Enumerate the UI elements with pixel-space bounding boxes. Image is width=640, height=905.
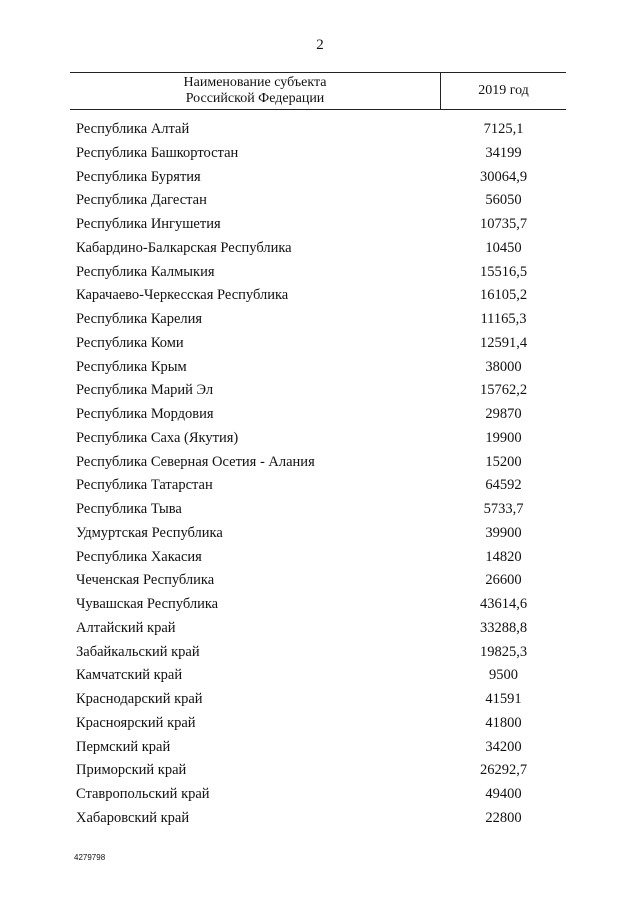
region-value: 15200 xyxy=(485,453,522,470)
region-name: Краснодарский край xyxy=(76,691,203,707)
region-value: 9500 xyxy=(489,667,518,684)
document-code: 4279798 xyxy=(74,853,106,862)
region-value: 33288,8 xyxy=(479,619,528,636)
table-row xyxy=(0,451,640,475)
table-body xyxy=(0,118,640,831)
region-value: 15516,5 xyxy=(479,263,528,280)
region-name: Республика Карелия xyxy=(76,311,203,327)
table-row xyxy=(0,189,640,213)
region-name: Приморский край xyxy=(76,762,187,779)
region-value: 10450 xyxy=(485,239,522,256)
region-value: 16105,2 xyxy=(479,287,528,304)
header-name-line1: Наименование субъекта xyxy=(183,75,327,90)
table-row xyxy=(0,118,640,142)
table-row xyxy=(0,522,640,546)
table-row xyxy=(0,617,640,641)
region-value: 19900 xyxy=(485,429,522,446)
table-row xyxy=(0,166,640,190)
table-row xyxy=(0,474,640,498)
region-name: Чувашская Республика xyxy=(76,596,219,612)
region-value: 39900 xyxy=(485,524,522,541)
region-name: Хабаровский край xyxy=(76,809,190,826)
region-name: Республика Хакасия xyxy=(76,548,202,565)
region-name: Республика Дагестан xyxy=(76,192,207,209)
region-value: 41800 xyxy=(485,714,522,731)
region-name: Республика Мордовия xyxy=(76,406,214,422)
table-row xyxy=(0,213,640,237)
region-value: 43614,6 xyxy=(479,596,528,612)
table-row xyxy=(0,379,640,403)
region-name: Чеченская Республика xyxy=(76,572,215,589)
table-header xyxy=(70,72,566,110)
region-value: 15762,2 xyxy=(479,382,528,399)
table-row xyxy=(0,688,640,712)
region-name: Республика Бурятия xyxy=(76,168,201,185)
region-value: 30064,9 xyxy=(479,168,528,185)
region-value: 7125,1 xyxy=(483,121,524,137)
region-value: 12591,4 xyxy=(479,334,528,351)
table-row xyxy=(0,736,640,760)
region-value: 29870 xyxy=(485,406,522,422)
table-row xyxy=(0,356,640,380)
header-name-column xyxy=(70,75,440,107)
table-row xyxy=(0,142,640,166)
table-row xyxy=(0,332,640,356)
region-value: 19825,3 xyxy=(479,643,528,660)
table-row xyxy=(0,546,640,570)
region-value: 64592 xyxy=(485,477,522,494)
table-row xyxy=(0,712,640,736)
region-value: 22800 xyxy=(485,809,522,826)
table-row xyxy=(0,593,640,617)
region-value: 56050 xyxy=(485,192,522,209)
region-value: 34199 xyxy=(485,144,522,161)
region-value: 49400 xyxy=(485,786,522,802)
region-value: 34200 xyxy=(485,738,522,755)
region-value: 41591 xyxy=(485,691,522,707)
table-row xyxy=(0,783,640,807)
region-name: Пермский край xyxy=(76,738,171,755)
region-name: Алтайский край xyxy=(76,619,176,636)
table-row xyxy=(0,641,640,665)
region-name: Республика Тыва xyxy=(76,501,182,517)
region-name: Республика Северная Осетия - Алания xyxy=(76,453,315,470)
region-value: 5733,7 xyxy=(483,501,524,517)
table-row xyxy=(0,807,640,831)
table-row xyxy=(0,759,640,783)
region-name: Карачаево-Черкесская Республика xyxy=(76,287,289,304)
region-value: 14820 xyxy=(485,548,522,565)
table-row xyxy=(0,498,640,522)
region-name: Республика Крым xyxy=(76,358,187,375)
region-name: Республика Коми xyxy=(76,334,184,351)
table-row xyxy=(0,261,640,285)
region-name: Кабардино-Балкарская Республика xyxy=(76,239,292,256)
region-value: 26292,7 xyxy=(479,762,528,779)
region-name: Ставропольский край xyxy=(76,786,210,802)
table-row xyxy=(0,284,640,308)
table-row xyxy=(0,403,640,427)
region-name: Красноярский край xyxy=(76,714,196,731)
page-number: 2 xyxy=(316,37,324,53)
table-row xyxy=(0,569,640,593)
region-name: Республика Алтай xyxy=(76,121,190,137)
region-name: Удмуртская Республика xyxy=(76,524,223,541)
region-name: Республика Калмыкия xyxy=(76,263,215,280)
region-value: 11165,3 xyxy=(480,311,527,327)
table-row xyxy=(0,237,640,261)
region-name: Республика Марий Эл xyxy=(76,382,214,399)
table-row xyxy=(0,664,640,688)
region-name: Республика Татарстан xyxy=(76,477,213,494)
header-year: 2019 год xyxy=(478,83,529,98)
region-name: Республика Саха (Якутия) xyxy=(76,429,239,446)
region-value: 38000 xyxy=(485,358,522,375)
region-value: 26600 xyxy=(485,572,522,589)
table-row xyxy=(0,308,640,332)
header-name-line2: Российской Федерации xyxy=(185,91,325,106)
region-name: Забайкальский край xyxy=(76,643,200,660)
table-row xyxy=(0,427,640,451)
region-name: Республика Башкортостан xyxy=(76,144,239,161)
region-name: Камчатский край xyxy=(76,667,183,684)
region-value: 10735,7 xyxy=(479,216,528,232)
region-name: Республика Ингушетия xyxy=(76,216,221,232)
